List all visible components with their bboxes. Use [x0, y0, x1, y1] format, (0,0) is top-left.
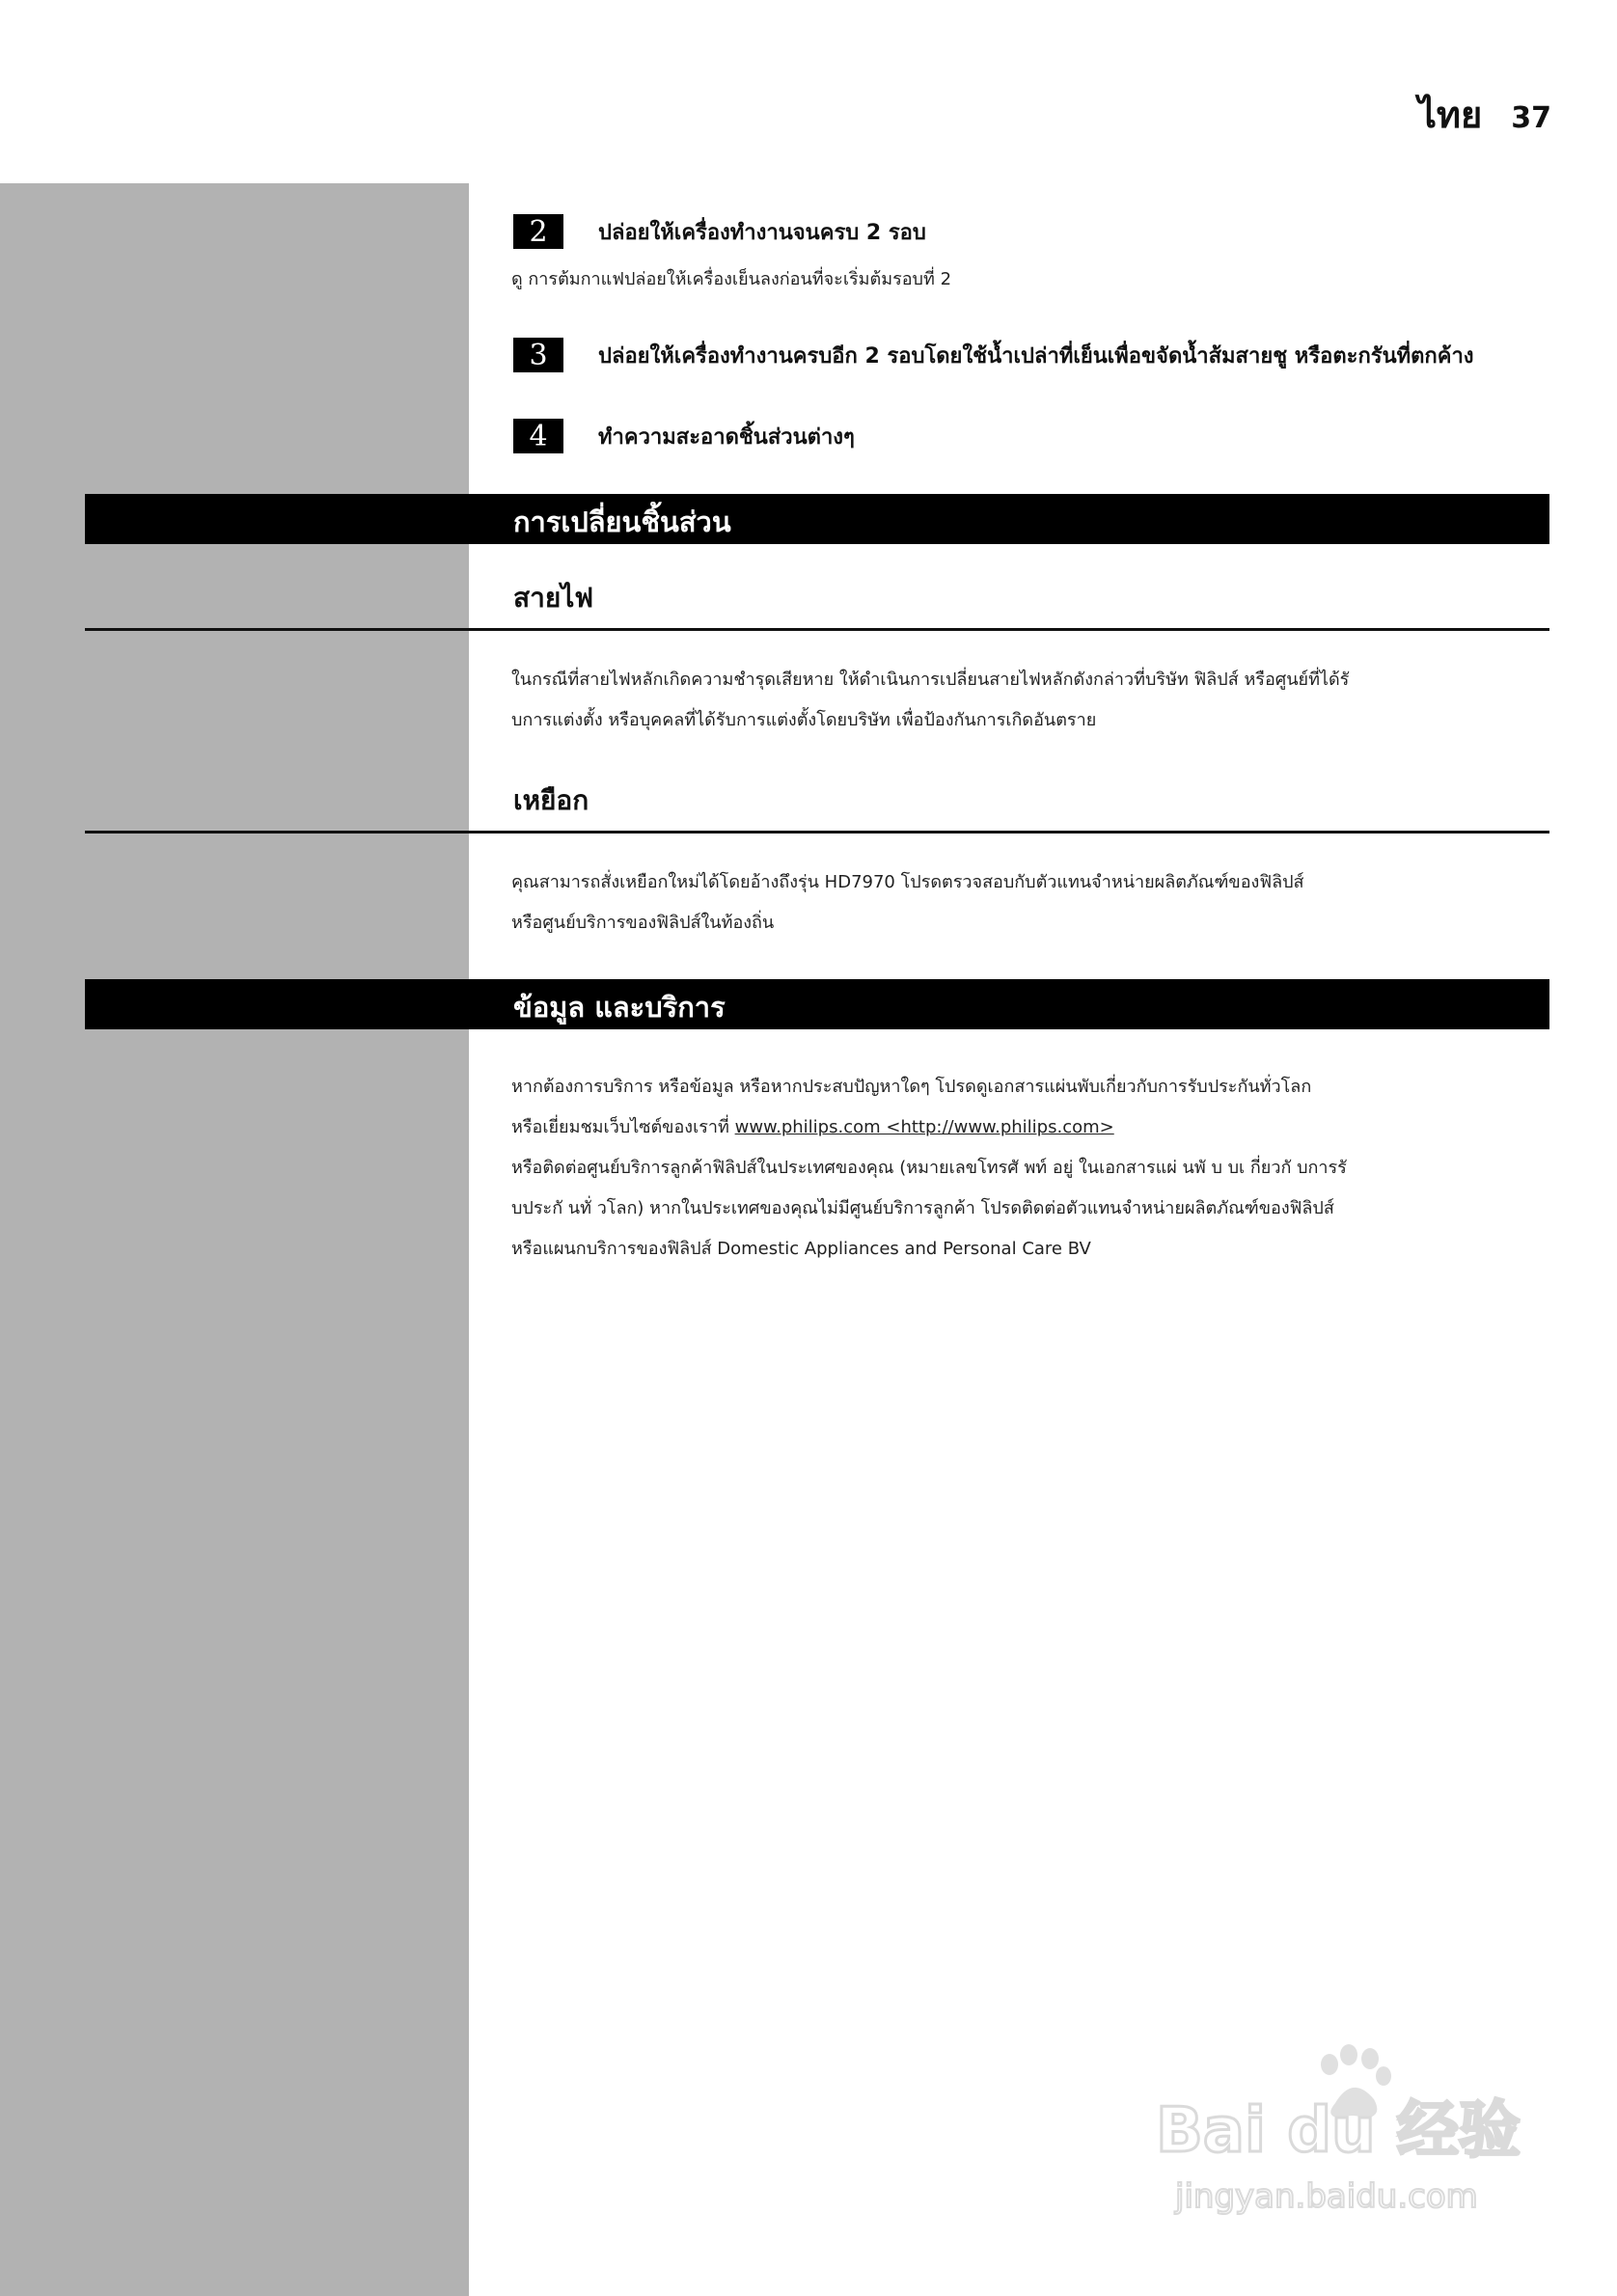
- paragraph-line: คุณสามารถสั่งเหยือกใหม่ได้โดยอ้างถึงรุ่น HD7970 โปรดตรวจสอบกับตัวแทนจำหน่ายผลิตภัณฑ์ของฟิลิปส์: [511, 872, 1304, 892]
- step-4: [513, 419, 855, 453]
- paragraph-line: หรือติดต่อศูนย์บริการลูกค้าฟิลิปส์ในประเทศของคุณ (หมายเลขโทรศั พท์ อยู่ ในเอกสารแผ่ นพั บ บเ กี่ยวกั บการรั: [511, 1158, 1347, 1178]
- section-rule: [85, 831, 1549, 834]
- paragraph-line: ในกรณีที่สายไฟหลักเกิดความชำรุดเสียหาย ให้ดำเนินการเปลี่ยนสายไฟหลักดังกล่าวที่บริษัท ฟิลิปส์ หรือศูนย์ที่ได้รั: [511, 670, 1350, 690]
- paragraph-line: หรือแผนกบริการของฟิลิปส์ Domestic Appliances and Personal Care BV: [511, 1239, 1091, 1259]
- page-header: [1418, 85, 1551, 144]
- jug-paragraph: [511, 862, 1515, 943]
- section-title-replacement: การเปลี่ยนชิ้นส่วน: [513, 506, 731, 538]
- paragraph-line: หากต้องการบริการ หรือข้อมูล หรือหากประสบปัญหาใดๆ โปรดดูเอกสารแผ่นพับเกี่ยวกับการรับประกันทั่วโลก: [511, 1077, 1312, 1097]
- step-text: ทำความสะอาดชิ้นส่วนต่างๆ: [598, 424, 855, 450]
- step-note: ดู การต้มกาแฟปล่อยให้เครื่องเย็นลงก่อนที่จะเริ่มต้มรอบที่ 2: [511, 269, 952, 289]
- section-bar-info: [85, 979, 1549, 1029]
- watermark-url: jingyan.baidu.com: [1175, 2177, 1478, 2216]
- watermark-brand: Bai du 经验: [1156, 2095, 1521, 2167]
- paragraph-line: หรือศูนย์บริการของฟิลิปส์ในท้องถิ่น: [511, 913, 775, 933]
- language-label: ไทย: [1417, 93, 1483, 136]
- mains-cord-paragraph: [511, 660, 1515, 741]
- section-title-info: ข้อมูล และบริการ: [513, 991, 726, 1024]
- paragraph-line: บการแต่งตั้ง หรือบุคคลที่ได้รับการแต่งตั้งโดยบริษัท เพื่อป้องกันการเกิดอันตราย: [511, 710, 1097, 730]
- subsection-title-jug: เหยือก: [513, 784, 589, 816]
- philips-website-link[interactable]: www.philips.com <http://www.philips.com>: [734, 1117, 1114, 1137]
- step-number: 4: [513, 419, 563, 453]
- page-number: 37: [1511, 101, 1551, 135]
- baidu-watermark: [1146, 2036, 1551, 2219]
- paragraph-line: บประกั นทั่ วโลก) หากในประเทศของคุณไม่มีศูนย์บริการลูกค้า โปรดติดต่อตัวแทนจำหน่ายผลิตภัณฑ์ของฟิลิปส์: [511, 1198, 1334, 1218]
- step-text: ปล่อยให้เครื่องทำงานครบอีก 2 รอบโดยใช้น้ำเปล่าที่เย็นเพื่อขจัดน้ำส้มสายชู หรือตะกรันที่ตกค้าง: [598, 343, 1474, 369]
- paragraph-line: [511, 1107, 1515, 1148]
- subsection-title-mains-cord: สายไฟ: [513, 582, 594, 614]
- step-text: ปล่อยให้เครื่องทำงานจนครบ 2 รอบ: [598, 220, 926, 245]
- step-number: 2: [513, 214, 563, 249]
- info-paragraph: [511, 1067, 1515, 1270]
- section-rule: [85, 628, 1549, 631]
- section-bar-replacement: [85, 494, 1549, 544]
- step-2: [513, 214, 926, 249]
- step-number: 3: [513, 338, 563, 372]
- step-3: [513, 338, 1474, 372]
- link-prefix: หรือเยี่ยมชมเว็บไซต์ของเราที่: [511, 1117, 735, 1137]
